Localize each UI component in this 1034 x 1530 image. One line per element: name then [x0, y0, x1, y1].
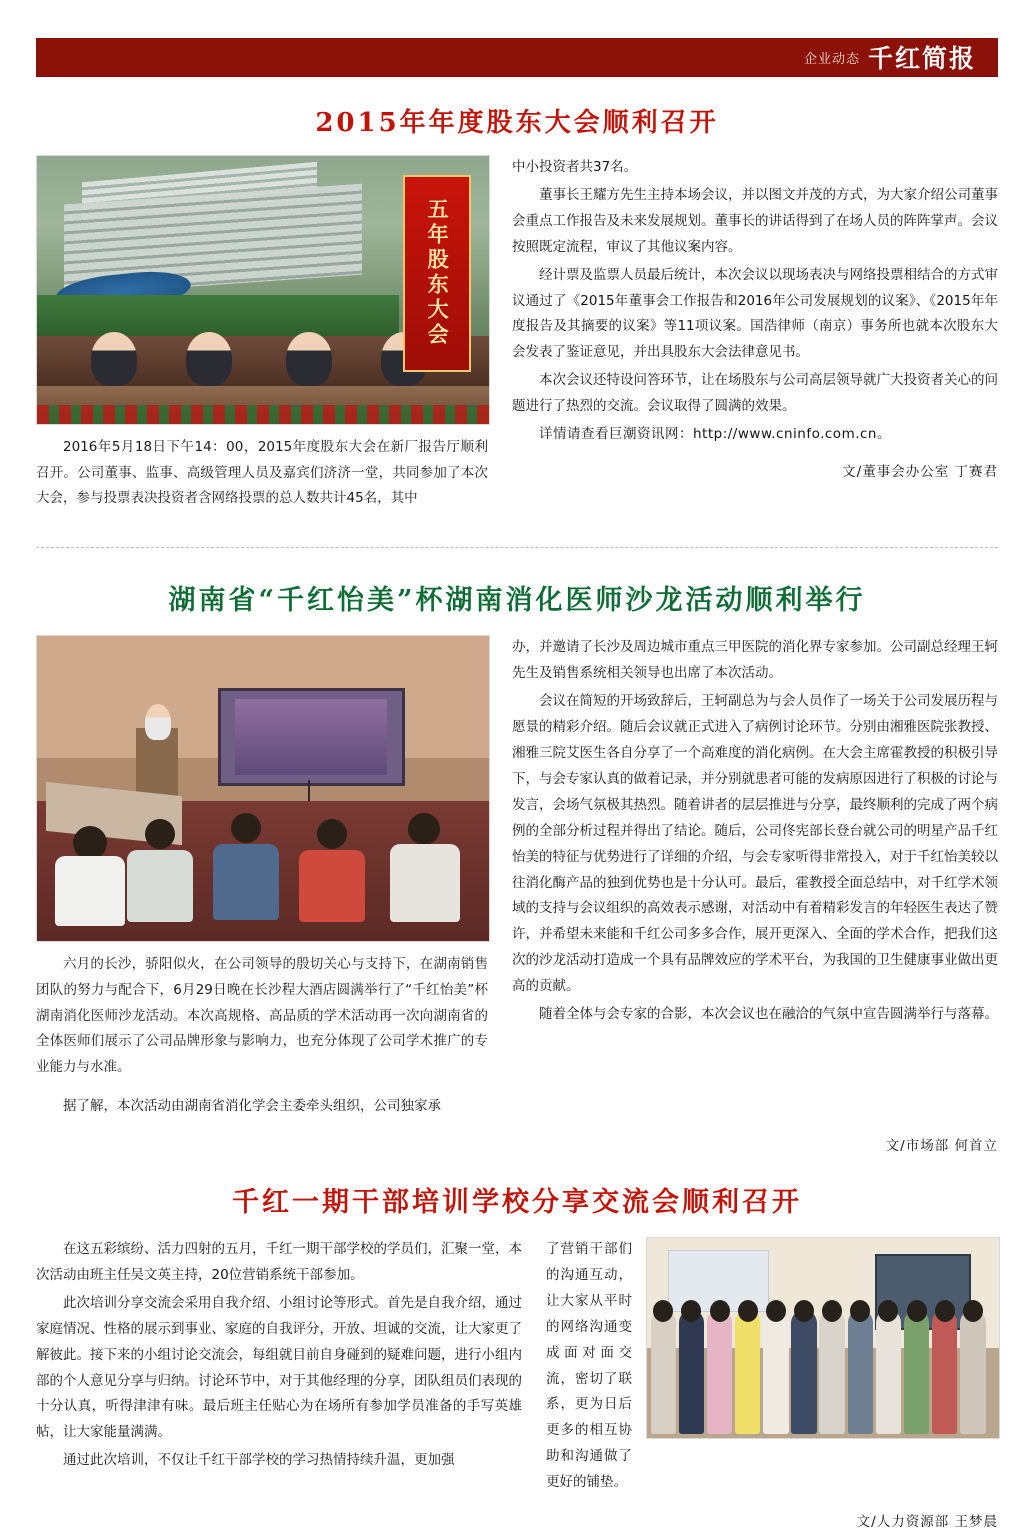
article-1-paragraph: 董事长王耀方先生主持本场会议，并以图文并茂的方式，为大家介绍公司董事会重点工作报告及未来发展规划。董事长的讲话得到了在场人员的阵阵掌声。会议按照既定流程，审议了其他议案内容。 — [512, 186, 998, 255]
article-3-paragraph: 在这五彩缤纷、活力四射的五月，千红一期干部学校的学员们，汇聚一堂，本次活动由班主任吴文英主持，20位营销系统干部参加。 — [36, 1241, 522, 1283]
photo-person — [763, 1310, 788, 1434]
photo-person — [932, 1310, 957, 1434]
article-3-byline: 文/人力资源部 王梦晨 — [856, 1514, 998, 1530]
photo-speaker — [145, 704, 171, 740]
training-group-photo — [646, 1237, 1000, 1439]
article-3-right-column — [546, 1237, 998, 1530]
photo-person — [791, 1310, 816, 1434]
article-2-paragraph: 据了解，本次活动由湖南省消化学会主委牵头组织，公司独家承 — [63, 1098, 441, 1115]
article-2-paragraph: 随着全体与会专家的合影，本次会议也在融洽的气氛中宣告圆满举行与落幕。 — [539, 1006, 998, 1023]
article-1-title: 2015年年度股东大会顺利召开 — [315, 108, 719, 138]
article-1-paragraph: 中小投资者共37名。 — [512, 159, 638, 175]
photo-audience-body — [390, 844, 460, 922]
photo-audience-head — [408, 813, 440, 845]
photo-person — [904, 1310, 929, 1434]
masthead-subtitle: 企业动态 — [803, 51, 860, 67]
article-1-paragraph: 经计票及监票人员最后统计，本次会议以现场表决与网络投票相结合的方式审议通过了《2015年董事会工作报告和2016年公司发展规划的议案》、《2015年年度报告及其摘要的议案》等11项议案。国浩律师（南京）事务所也就本次股东大会发表了鉴证意见，并出具股东大会法律意见书。 — [512, 266, 998, 361]
article-3-left-column — [36, 1237, 522, 1476]
shareholders-meeting-photo — [36, 155, 490, 425]
photo-person — [960, 1310, 985, 1434]
photo-person — [186, 332, 232, 386]
article-3-paragraph: 了营销干部们的沟通互动，让大家从平时的网络沟通变成面对面交流，密切了联系，更为日后更多的相互协助和沟通做了更好的铺垫。 — [546, 1241, 632, 1491]
photo-person — [876, 1310, 901, 1434]
article-1-link-line: 详情请查看巨潮资讯网：http://www.cninfo.com.cn。 — [539, 426, 891, 443]
photo-person — [286, 332, 332, 386]
photo-person — [707, 1310, 732, 1434]
article-2-right-column — [512, 635, 998, 1030]
photo-audience-head — [73, 826, 107, 860]
photo-audience-body — [127, 850, 193, 922]
photo-greenery — [37, 295, 399, 338]
article-1-byline: 文/董事会办公室 丁赛君 — [842, 463, 998, 480]
section-divider — [36, 547, 998, 548]
photo-audience-body — [55, 856, 125, 926]
photo-slide — [235, 699, 387, 776]
newsletter-page — [0, 38, 1034, 1530]
photo-audience-body — [213, 844, 279, 920]
article-1-right-column — [512, 155, 998, 480]
article-2-paragraph: 会议在简短的开场致辞后，王轲副总为与会人员作了一场关于公司发展历程与愿景的精彩介绍。随后会议就正式进入了病例讨论环节。分别由湘雅医院张教授、湘雅三院艾医生各自分享了一个高难度的消化病例。在大会主席霍教授的积极引导下，与会专家认真的做着记录，并分别就患者可能的发病原因进行了积极的讨论与发言，会场气氛极其热烈。随着讲者的层层推进与分享，最终顺利的完成了两个病例的全部分析过程并得出了结论。随后，公司佟宪部长登台就公司的明星产品千红怡美的特征与优势进行了详细的介绍，与会专家听得非常投入，对于千红怡美较以往消化酶产品的独到优势也是十分认可。最后，霍教授全面总结中，对千红学术领域的支持与会议组织的高效表示感谢，对活动中有着精彩发言的年轻医生表达了赞许，并希望未来能和千红公司多多合作，展开更深入、全面的学术合作，把我们这次的沙龙活动打造成一个具有品牌效应的学术平台，为我国的卫生健康事业做出更高的贡献。 — [512, 693, 998, 995]
photo-people-row — [647, 1310, 999, 1434]
article-2-title: 湖南省“千红怡美”杯湖南消化医师沙龙活动顺利举行 — [168, 585, 866, 617]
article-2-paragraph: 六月的长沙，骄阳似火，在公司领导的殷切关心与支持下，在湖南销售团队的努力与配合下，6月29日晚在长沙程大酒店圆满举行了“千红怡美”杯湖南消化医师沙龙活动。本次高规格、高品质的学术活动再一次向湖南省的全体医师们展示了公司品牌形象与影响力，也充分体现了公司学术推广的专业能力与水准。 — [36, 956, 488, 1075]
article-shareholders-meeting — [36, 102, 998, 525]
masthead — [36, 38, 998, 76]
photo-person — [819, 1310, 844, 1434]
photo-audience-body — [299, 850, 365, 922]
article-digestive-salon — [36, 578, 998, 1154]
photo-person — [91, 332, 137, 386]
article-3-paragraph: 此次培训分享交流会采用自我介绍、小组讨论等形式。首先是自我介绍，通过家庭情况、性格的展示到事业、家庭的自我评分，开放、坦诚的交流，让大家更了解彼此。接下来的小组讨论交流会，每组就目前自身碰到的疑难问题，进行小组内部的个人意见分享与归纳。讨论环节中，对于其他经理的分享，团队组员们表现的十分认真，听得津津有味。最后班主任贴心为在场所有参加学员准备的手写英雄帖，让大家能量满满。 — [36, 1294, 522, 1441]
article-3-title: 千红一期干部培训学校分享交流会顺利召开 — [232, 1187, 802, 1219]
salon-event-photo — [36, 635, 490, 942]
photo-person — [735, 1310, 760, 1434]
article-1-caption: 2016年5月18日下午14：00，2015年度股东大会在新厂报告厅顺利召开。公司董事、监事、高级管理人员及嘉宾们济济一堂，共同参加了本次大会，参与投票表决投资者含网络投票的总人数共计45名，其中 — [36, 439, 488, 507]
photo-flowers — [37, 405, 489, 424]
masthead-brand: 千红简报 — [867, 44, 976, 73]
photo-person — [848, 1310, 873, 1434]
article-2-byline: 文/市场部 何首立 — [885, 1138, 998, 1155]
article-cadre-training — [36, 1180, 998, 1530]
photo-person — [679, 1310, 704, 1434]
photo-banner-text: 五年股东大会 — [403, 175, 471, 372]
article-2-paragraph: 办，并邀请了长沙及周边城市重点三甲医院的消化界专家参加。公司副总经理王轲先生及销售系统相关领导也出席了本次活动。 — [512, 639, 998, 682]
article-3-paragraph: 通过此次培训，不仅让千红干部学校的学习热情持续升温，更加强 — [63, 1452, 455, 1469]
article-1-paragraph: 本次会议还特设问答环节，让在场股东与公司高层领导就广大投资者关心的问题进行了热烈的交流。会议取得了圆满的效果。 — [512, 372, 998, 415]
photo-projection-screen — [218, 688, 405, 786]
photo-person — [651, 1310, 676, 1434]
